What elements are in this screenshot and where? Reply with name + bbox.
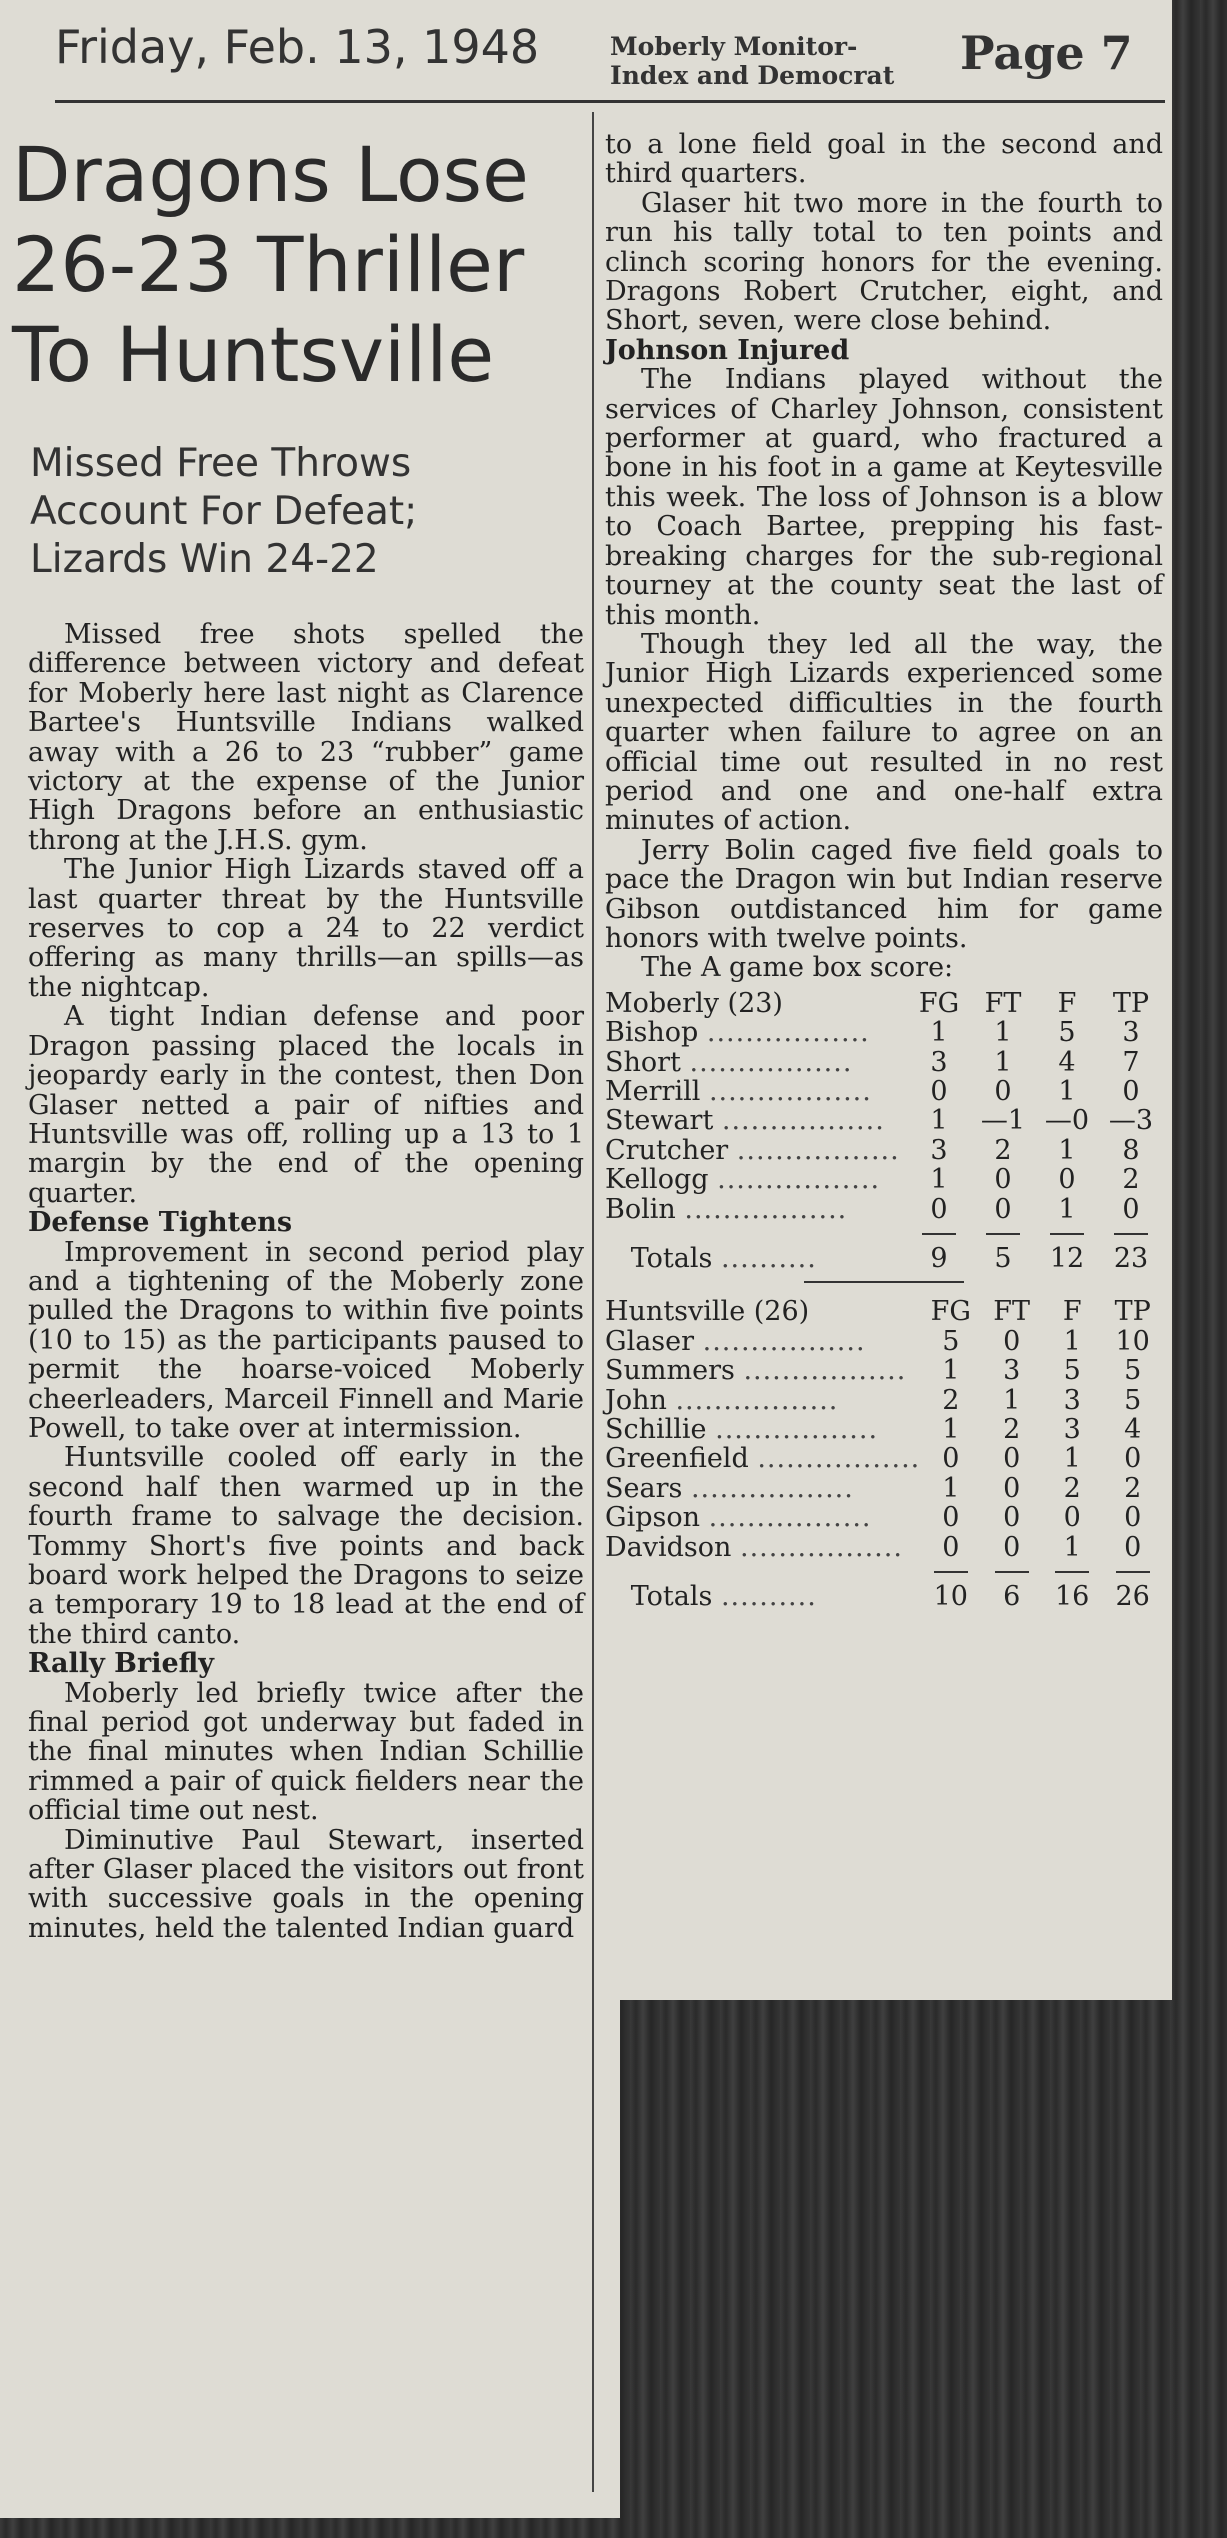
- player-row: [605, 1136, 1163, 1165]
- leader-dots: ..........: [720, 1581, 817, 1613]
- total-f: 16: [1055, 1581, 1090, 1613]
- stat-f: —0: [1044, 1105, 1090, 1137]
- stat-fg: 1: [942, 1355, 960, 1387]
- totals-rule: [986, 1233, 1020, 1235]
- stat-ft: —1: [980, 1105, 1026, 1137]
- paragraph: The Junior High Lizards staved off a last quarter threat by the Huntsville reserves to cop a 24 to 22 verdict offering as many thrills—an spills—as the nightcap.: [28, 854, 584, 1003]
- paragraph: A tight Indian defense and poor Dragon passing placed the locals in jeopardy early in the contest, then Don Glaser netted a pair of nifties and Huntsville was off, rolling up a 13 to 1 margin by the end of the opening quarter.: [28, 1001, 584, 1209]
- player-row: [605, 1503, 1163, 1532]
- article-column-left: [28, 620, 584, 1943]
- stat-ft: 3: [1003, 1355, 1021, 1387]
- paragraph: Moberly led briefly twice after the final period got underway but faded in the final minutes when Indian Schillie rimmed a pair of quick fielders near the official time out nest.: [28, 1677, 584, 1827]
- stat-tp: —3: [1108, 1105, 1154, 1137]
- column-header: F: [1057, 987, 1077, 1019]
- headline: [12, 130, 582, 400]
- player-stat-name: [605, 1165, 907, 1194]
- stat-f: 1: [1058, 1076, 1076, 1107]
- stat-ft: 1: [994, 1017, 1012, 1049]
- box-score-title: The A game box score:: [641, 952, 954, 984]
- player-name: Glaser: [605, 1325, 695, 1357]
- stat-ft: 1: [994, 1046, 1012, 1078]
- player-row: [605, 1327, 1163, 1356]
- section-subhead: Johnson Injured: [605, 334, 850, 366]
- player-name: Summers: [605, 1355, 735, 1387]
- page-number: Page 7: [960, 26, 1133, 80]
- article-column-right: [605, 130, 1163, 1612]
- stat-tp: 5: [1124, 1384, 1142, 1416]
- stat-tp: 0: [1124, 1531, 1142, 1563]
- player-stat-name: [605, 1356, 920, 1385]
- column-header: TP: [1114, 1296, 1151, 1328]
- stat-ft: 0: [1003, 1472, 1021, 1504]
- total-f: 12: [1049, 1243, 1085, 1275]
- player-stat-name: [605, 1327, 920, 1356]
- stat-fg: 1: [930, 1105, 948, 1137]
- paragraph: Huntsville cooled off early in the second half then warmed up in the fourth frame to salvage the decision. Tommy Short's five points and back board work helped the Dragons to seize a temporary 19 to 18 lead at the end of the third canto.: [28, 1442, 584, 1650]
- box-score-header-row: [605, 1297, 1163, 1326]
- leader-dots: .................: [708, 1502, 872, 1534]
- leader-dots: .................: [757, 1443, 921, 1475]
- stat-f: 1: [1063, 1325, 1081, 1357]
- team-name: Huntsville (26): [605, 1296, 810, 1328]
- player-stat-name: [605, 1195, 907, 1224]
- stat-ft: 0: [1003, 1531, 1021, 1563]
- stat-f: 1: [1063, 1531, 1081, 1563]
- totals-rule: [1050, 1233, 1084, 1235]
- player-stat-name: [605, 1018, 907, 1047]
- team-name: Moberly (23): [605, 987, 783, 1019]
- totals-rule-row: [605, 1562, 1163, 1582]
- player-stat-name: [605, 1444, 920, 1473]
- stat-ft: 0: [1003, 1325, 1021, 1357]
- stat-f: 1: [1063, 1443, 1081, 1475]
- leader-dots: ..........: [720, 1243, 817, 1275]
- player-name: Crutcher: [605, 1134, 729, 1166]
- subheadline-line: Lizards Win 24-22: [30, 537, 379, 582]
- subheadline: [30, 440, 590, 584]
- leader-dots: .................: [684, 1193, 848, 1225]
- player-name: Davidson: [605, 1531, 732, 1563]
- paragraph: to a lone field goal in the second and third quarters.: [605, 129, 1163, 190]
- stat-tp: 0: [1124, 1443, 1142, 1475]
- totals-label: Totals: [630, 1243, 713, 1275]
- leader-dots: .................: [740, 1531, 903, 1563]
- player-name: Stewart: [605, 1105, 714, 1137]
- player-row: [605, 1386, 1163, 1415]
- stat-f: 5: [1063, 1355, 1081, 1387]
- player-row: [605, 1444, 1163, 1473]
- stat-fg: 5: [942, 1325, 960, 1357]
- paragraph: Though they led all the way, the Junior High Lizards experienced some unexpected difficulties in the fourth quarter when failure to agree on an official time out resulted in no rest period and one and one-half extra minutes of action.: [605, 628, 1163, 837]
- stat-ft: 0: [994, 1076, 1012, 1107]
- stat-tp: 0: [1122, 1193, 1140, 1225]
- player-stat-name: [605, 1533, 920, 1562]
- stat-tp: 0: [1124, 1502, 1142, 1534]
- total-tp: 23: [1113, 1243, 1149, 1275]
- headline-line: 26-23 Thriller: [12, 220, 525, 309]
- newspaper-header: [55, 14, 1165, 100]
- total-ft: 6: [1003, 1581, 1021, 1613]
- player-name: Merrill: [605, 1076, 701, 1107]
- stat-ft: 0: [994, 1193, 1012, 1225]
- stat-f: 5: [1058, 1017, 1076, 1049]
- player-stat-name: [605, 1415, 920, 1444]
- stat-tp: 8: [1122, 1134, 1140, 1166]
- stat-tp: 10: [1115, 1325, 1150, 1357]
- player-row: [605, 1415, 1163, 1444]
- leader-dots: .................: [715, 1414, 879, 1446]
- leader-dots: .................: [706, 1017, 870, 1049]
- stat-ft: 0: [1003, 1502, 1021, 1534]
- stat-f: 0: [1063, 1502, 1081, 1534]
- player-name: Kellogg: [605, 1164, 709, 1196]
- stat-fg: 1: [942, 1472, 960, 1504]
- stat-fg: 2: [942, 1384, 960, 1416]
- player-name: Short: [605, 1046, 681, 1078]
- column-header: FG: [930, 1296, 971, 1328]
- totals-rule: [1114, 1233, 1148, 1235]
- issue-date: Friday, Feb. 13, 1948: [55, 20, 540, 74]
- totals-cell: [605, 1582, 920, 1611]
- stat-tp: 3: [1122, 1017, 1140, 1049]
- totals-rule: [934, 1571, 968, 1573]
- paragraph: Improvement in second period play and a tightening of the Moberly zone pulled the Dragons to within five points (10 to 15) as the participants paused to permit the hoarse-voiced Moberly cheerleaders, Marceil Finnell and Marie Powell, to take over at intermission.: [28, 1236, 584, 1444]
- totals-rule: [995, 1571, 1029, 1573]
- player-row: [605, 1474, 1163, 1503]
- column-header: TP: [1112, 987, 1150, 1019]
- stat-tp: 0: [1122, 1076, 1140, 1107]
- stat-ft: 2: [1003, 1414, 1021, 1446]
- stat-fg: 0: [930, 1076, 948, 1107]
- totals-rule: [922, 1233, 956, 1235]
- player-name: Gipson: [605, 1502, 700, 1534]
- stat-fg: 0: [942, 1502, 960, 1534]
- leader-dots: .................: [717, 1164, 881, 1196]
- leader-dots: .................: [721, 1105, 885, 1137]
- totals-rule: [1055, 1571, 1089, 1573]
- player-row: [605, 1077, 1163, 1106]
- leader-dots: .................: [708, 1076, 872, 1107]
- player-stat-name: [605, 1136, 907, 1165]
- player-row: [605, 1165, 1163, 1194]
- totals-row: [605, 1244, 1163, 1273]
- leader-dots: .................: [689, 1046, 853, 1078]
- player-stat-name: [605, 1386, 920, 1415]
- stat-fg: 0: [930, 1193, 948, 1225]
- column-header: FT: [984, 987, 1022, 1019]
- player-stat-name: [605, 1077, 907, 1106]
- totals-rule-row: [605, 1224, 1163, 1244]
- team-separator-rule: [804, 1281, 964, 1283]
- column-header: F: [1062, 1296, 1082, 1328]
- stat-fg: 3: [930, 1134, 948, 1166]
- totals-row: [605, 1582, 1163, 1611]
- leader-dots: .................: [675, 1384, 839, 1416]
- total-ft: 5: [994, 1243, 1012, 1275]
- stat-f: 4: [1058, 1046, 1076, 1078]
- player-stat-name: [605, 1474, 920, 1503]
- newspaper-name: [610, 32, 894, 90]
- player-stat-name: [605, 1048, 907, 1077]
- stat-tp: 5: [1124, 1355, 1142, 1387]
- stat-fg: 0: [942, 1531, 960, 1563]
- subheadline-line: Account For Defeat;: [30, 489, 418, 534]
- paragraph: Missed free shots spelled the difference between victory and defeat for Moberly here last night as Clarence Bartee's Huntsville Indians walked away with a 26 to 23 “rubber” game victory at the expense of the Junior High Dragons before an enthusiastic throng at the J.H.S. gym.: [28, 619, 584, 856]
- paragraph: Jerry Bolin caged five field goals to pace the Dragon win but Indian reserve Gibson outdistanced him for game honors with twelve points.: [605, 834, 1163, 954]
- stat-ft: 0: [994, 1164, 1012, 1196]
- subheadline-line: Missed Free Throws: [30, 441, 412, 486]
- totals-rule: [1116, 1571, 1150, 1573]
- player-name: Schillie: [605, 1414, 707, 1446]
- player-name: Greenfield: [605, 1443, 749, 1475]
- stat-fg: 1: [942, 1414, 960, 1446]
- total-fg: 9: [930, 1243, 948, 1275]
- player-name: Bishop: [605, 1017, 699, 1049]
- stat-f: 3: [1063, 1414, 1081, 1446]
- player-row: [605, 1106, 1163, 1135]
- newspaper-name-line: Moberly Monitor-: [610, 32, 858, 61]
- stat-fg: 1: [930, 1164, 948, 1196]
- box-score: [605, 989, 1163, 1612]
- box-score-header-row: [605, 989, 1163, 1018]
- stat-f: 1: [1058, 1193, 1076, 1225]
- totals-label: Totals: [630, 1581, 713, 1613]
- stat-fg: 3: [930, 1046, 948, 1078]
- stat-f: 3: [1063, 1384, 1081, 1416]
- player-row: [605, 1195, 1163, 1224]
- player-name: John: [605, 1384, 667, 1416]
- leader-dots: .................: [702, 1325, 866, 1357]
- paragraph: The Indians played without the services of Charley Johnson, consistent performer at guard, who fractured a bone in his foot in a game at Keytesville this week. The loss of Johnson is a blow to Coach Bartee, prepping his fast-breaking charges for the sub-regional tourney at the county seat the last of this month.: [605, 364, 1163, 631]
- stat-ft: 2: [994, 1134, 1012, 1166]
- stat-ft: 0: [1003, 1443, 1021, 1475]
- header-rule: [55, 100, 1165, 103]
- clipping-paper: [0, 2000, 620, 2518]
- stat-tp: 4: [1124, 1414, 1142, 1446]
- box-score-huntsville: [605, 1297, 1163, 1611]
- player-row: [605, 1018, 1163, 1047]
- totals-cell: [605, 1244, 907, 1273]
- stat-tp: 7: [1122, 1046, 1140, 1078]
- stat-fg: 1: [930, 1017, 948, 1049]
- player-row: [605, 1048, 1163, 1077]
- stat-ft: 1: [1003, 1384, 1021, 1416]
- leader-dots: .................: [690, 1472, 854, 1504]
- player-name: Bolin: [605, 1193, 676, 1225]
- player-stat-name: [605, 1503, 920, 1532]
- stat-tp: 2: [1124, 1472, 1142, 1504]
- stat-f: 1: [1058, 1134, 1076, 1166]
- stat-f: 2: [1063, 1472, 1081, 1504]
- leader-dots: .................: [743, 1355, 907, 1387]
- leader-dots: .................: [736, 1134, 900, 1166]
- stat-fg: 0: [942, 1443, 960, 1475]
- player-row: [605, 1356, 1163, 1385]
- headline-line: To Huntsville: [12, 310, 495, 399]
- paragraph: Glaser hit two more in the fourth to run his tally total to ten points and clinch scoring honors for the evening. Dragons Robert Crutcher, eight, and Short, seven, were close behind.: [605, 187, 1163, 337]
- paragraph: Diminutive Paul Stewart, inserted after Glaser placed the visitors out front with successive goals in the opening minutes, held the talented Indian guard: [28, 1824, 584, 1944]
- column-header: FT: [993, 1296, 1031, 1328]
- section-subhead: Defense Tightens: [28, 1207, 293, 1239]
- section-subhead: Rally Briefly: [28, 1648, 214, 1680]
- player-name: Sears: [605, 1472, 683, 1504]
- box-score-moberly: [605, 989, 1163, 1274]
- total-tp: 26: [1115, 1581, 1150, 1613]
- column-header: FG: [918, 987, 960, 1019]
- stat-f: 0: [1058, 1164, 1076, 1196]
- newspaper-name-line: Index and Democrat: [610, 61, 895, 90]
- total-fg: 10: [933, 1581, 968, 1613]
- stat-tp: 2: [1122, 1164, 1140, 1196]
- player-row: [605, 1533, 1163, 1562]
- column-divider: [592, 112, 594, 2492]
- player-stat-name: [605, 1106, 907, 1135]
- headline-line: Dragons Lose: [12, 130, 529, 219]
